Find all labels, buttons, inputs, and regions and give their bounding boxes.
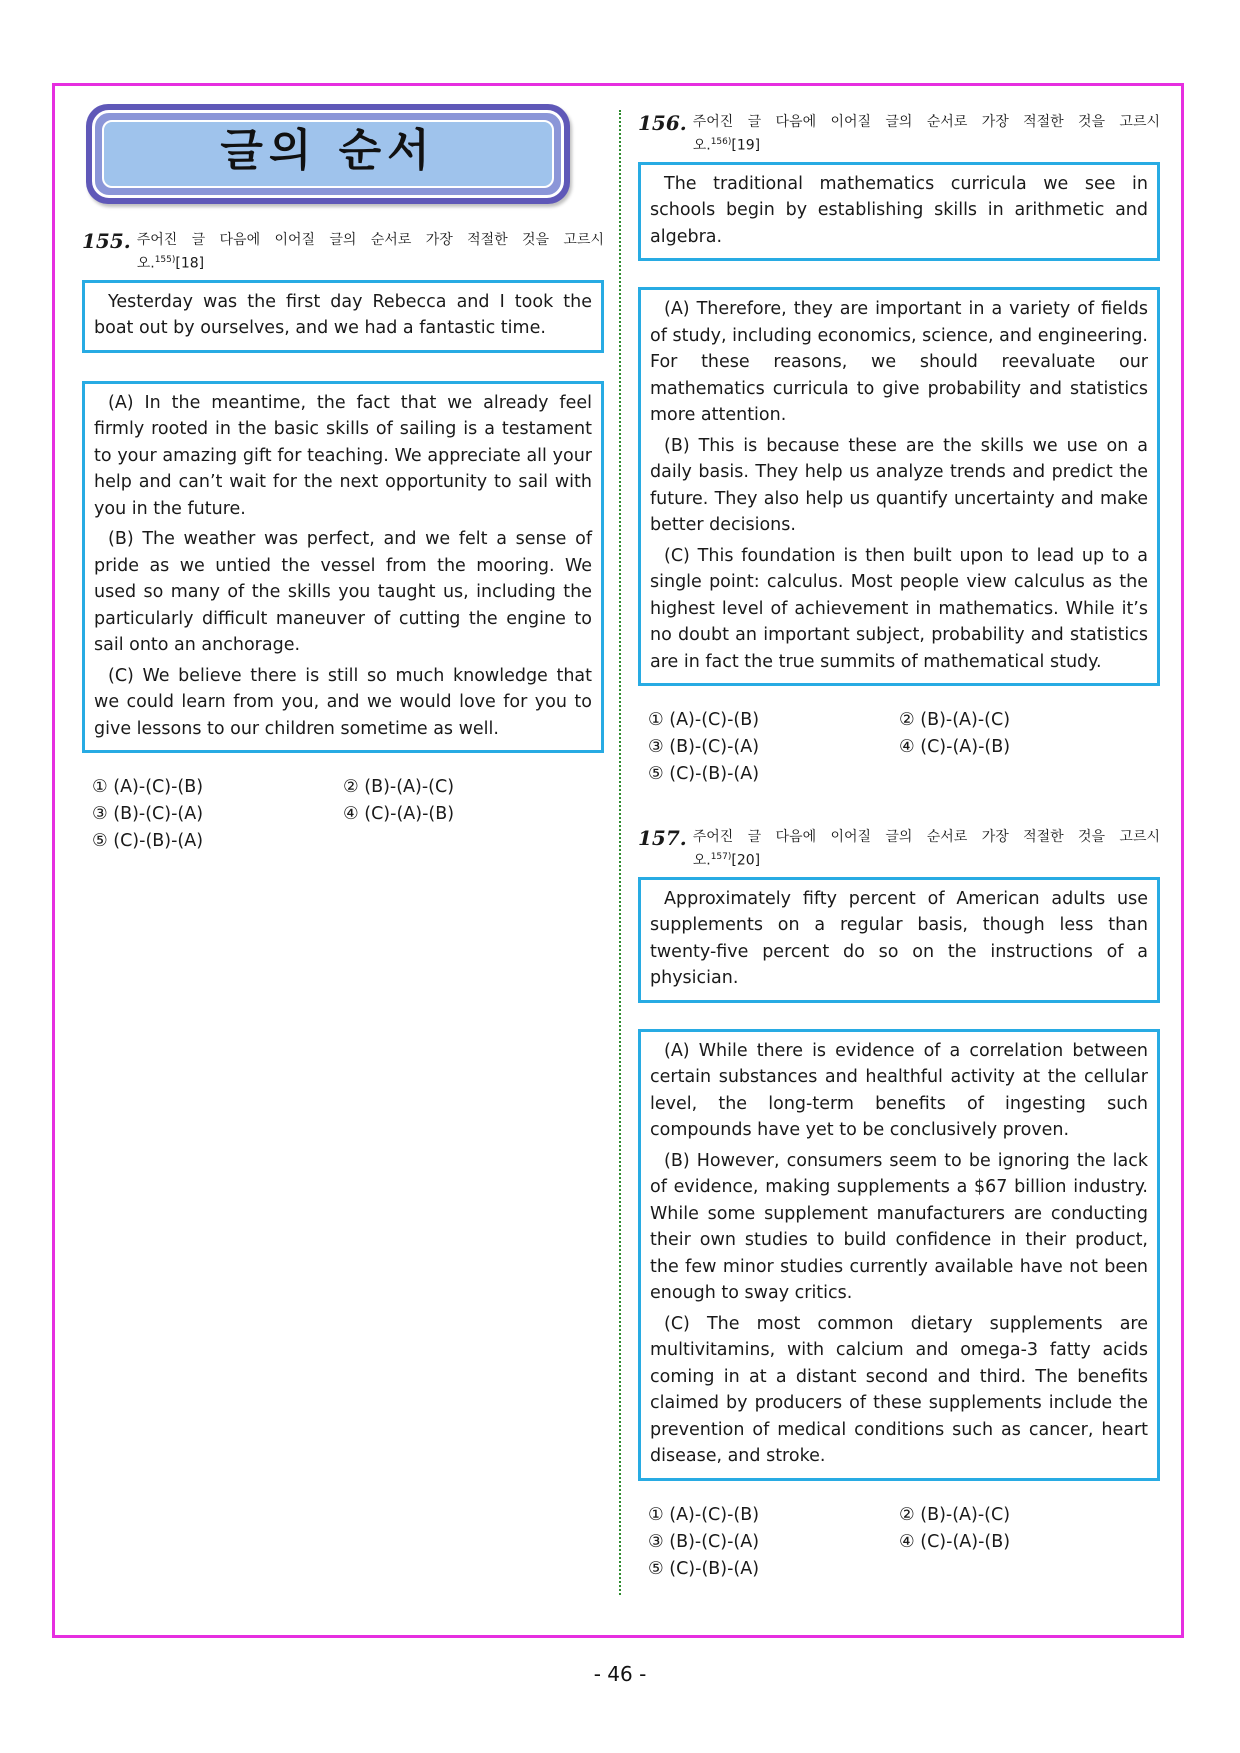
choice-1[interactable]: ① (A)-(C)-(B) (648, 710, 760, 731)
question-header (638, 827, 1160, 871)
passages-box (82, 381, 604, 754)
choice-4[interactable]: ④ (C)-(A)-(B) (899, 737, 1011, 758)
left-column (82, 104, 604, 854)
question-prompt-end: 오. (136, 255, 155, 272)
question-header (638, 112, 1160, 156)
choice-3[interactable]: ③ (B)-(C)-(A) (648, 737, 760, 758)
given-text-box (82, 280, 604, 353)
question-number: 156. (638, 111, 687, 135)
answer-choices (638, 708, 1160, 787)
passage-a: (A) In the meantime, the fact that we already feel firmly rooted in the basic skills of sailing is a testament to your amazing gift for teaching. We appreciate all your help and can’t wait for the next opportunity to sail with you in the future. (94, 392, 592, 519)
given-text-box (638, 877, 1160, 1003)
passage-b: (B) However, consumers seem to be ignoring the lack of evidence, making supplements a $67 billion industry. While some supplement manufacturers are conducting their own studies to build confidence in their product, the few minor studies currently available have not been enough to sway critics. (650, 1150, 1148, 1304)
question-tag: [19] (731, 137, 761, 154)
question-prompt: 주어진 글 다음에 이어질 글의 순서로 가장 적절한 것을 고르시 (692, 829, 1160, 846)
choice-3[interactable]: ③ (B)-(C)-(A) (92, 804, 204, 825)
passage-b: (B) This is because these are the skills we use on a daily basis. They help us analyze trends and predict the future. They also help us quantify uncertainty and make better decisions. (650, 435, 1148, 536)
given-text: Yesterday was the first day Rebecca and I took the boat out by ourselves, and we had a fantastic time. (94, 291, 592, 339)
answer-choices (638, 1503, 1160, 1582)
given-text: The traditional mathematics curricula we see in schools begin by establishing skills in arithmetic and algebra. (650, 173, 1148, 247)
section-title-banner (86, 104, 570, 204)
column-divider (619, 110, 621, 1595)
question-156 (638, 112, 1160, 787)
passages-box (638, 287, 1160, 686)
passage-a: (A) Therefore, they are important in a variety of fields of study, including economics, science, and engineering. For these reasons, we should reevaluate our mathematics curricula to give probability and statistics more attention. (650, 299, 1148, 426)
choice-3[interactable]: ③ (B)-(C)-(A) (648, 1531, 760, 1552)
passage-a: (A) While there is evidence of a correlation between certain substances and healthful activity at the cellular level, the long-term benefits of ingesting such compounds have yet to be conclusively proven. (650, 1040, 1148, 1141)
passage-b: (B) The weather was perfect, and we felt a sense of pride as we untied the vessel from the mooring. We used so many of the skills you taught us, including the particularly difficult maneuver of cutting the engine to sail onto an anchorage. (94, 529, 592, 656)
question-prompt-end: 오. (692, 852, 711, 869)
choice-2[interactable]: ② (B)-(A)-(C) (343, 777, 455, 798)
choice-2[interactable]: ② (B)-(A)-(C) (899, 1504, 1011, 1525)
passage-c: (C) The most common dietary supplements are multivitamins, with calcium and omega-3 fatty acids coming in at a distant second and third. The benefits claimed by producers of these supplements include the prevention of medical conditions such as cancer, heart disease, and stroke. (650, 1313, 1148, 1467)
choice-5[interactable]: ⑤ (C)-(B)-(A) (92, 831, 204, 852)
choice-5[interactable]: ⑤ (C)-(B)-(A) (648, 1558, 760, 1579)
question-tag: [18] (175, 255, 205, 272)
choice-1[interactable]: ① (A)-(C)-(B) (648, 1504, 760, 1525)
passages-box (638, 1029, 1160, 1481)
question-number: 155. (82, 229, 131, 253)
question-155 (82, 230, 604, 854)
question-number: 157. (638, 826, 687, 851)
question-tag: [20] (731, 852, 761, 869)
passage-c: (C) This foundation is then built upon to lead up to a single point: calculus. Most people view calculus as the highest level of achievement in mathematics. While it’s no doubt an important subject, probability and statistics are in fact the true summits of mathematical study. (650, 545, 1148, 672)
footnote-ref: 155) (154, 255, 176, 265)
choice-5[interactable]: ⑤ (C)-(B)-(A) (648, 764, 760, 785)
choice-1[interactable]: ① (A)-(C)-(B) (92, 777, 204, 798)
question-prompt-end: 오. (692, 137, 711, 154)
footnote-ref: 157) (710, 852, 732, 863)
choice-2[interactable]: ② (B)-(A)-(C) (899, 710, 1011, 731)
question-prompt: 주어진 글 다음에 이어질 글의 순서로 가장 적절한 것을 고르시 (692, 114, 1160, 130)
question-header (82, 230, 604, 274)
given-text-box (638, 162, 1160, 262)
question-157 (638, 827, 1160, 1582)
given-text: Approximately fifty percent of American adults use supplements on a regular basis, though less than twenty-five percent do so on the instructions of a physician. (650, 888, 1148, 989)
footnote-ref: 156) (710, 137, 732, 147)
passage-c: (C) We believe there is still so much knowledge that we could learn from you, and we would love for you to give lessons to our children sometime as well. (94, 665, 592, 739)
section-title: 글의 순서 (102, 120, 554, 188)
choice-4[interactable]: ④ (C)-(A)-(B) (899, 1531, 1011, 1552)
answer-choices (82, 775, 604, 854)
choice-4[interactable]: ④ (C)-(A)-(B) (343, 804, 455, 825)
right-column (638, 112, 1160, 1582)
page-number: - 46 - (593, 1662, 647, 1686)
question-prompt: 주어진 글 다음에 이어질 글의 순서로 가장 적절한 것을 고르시 (136, 232, 604, 248)
